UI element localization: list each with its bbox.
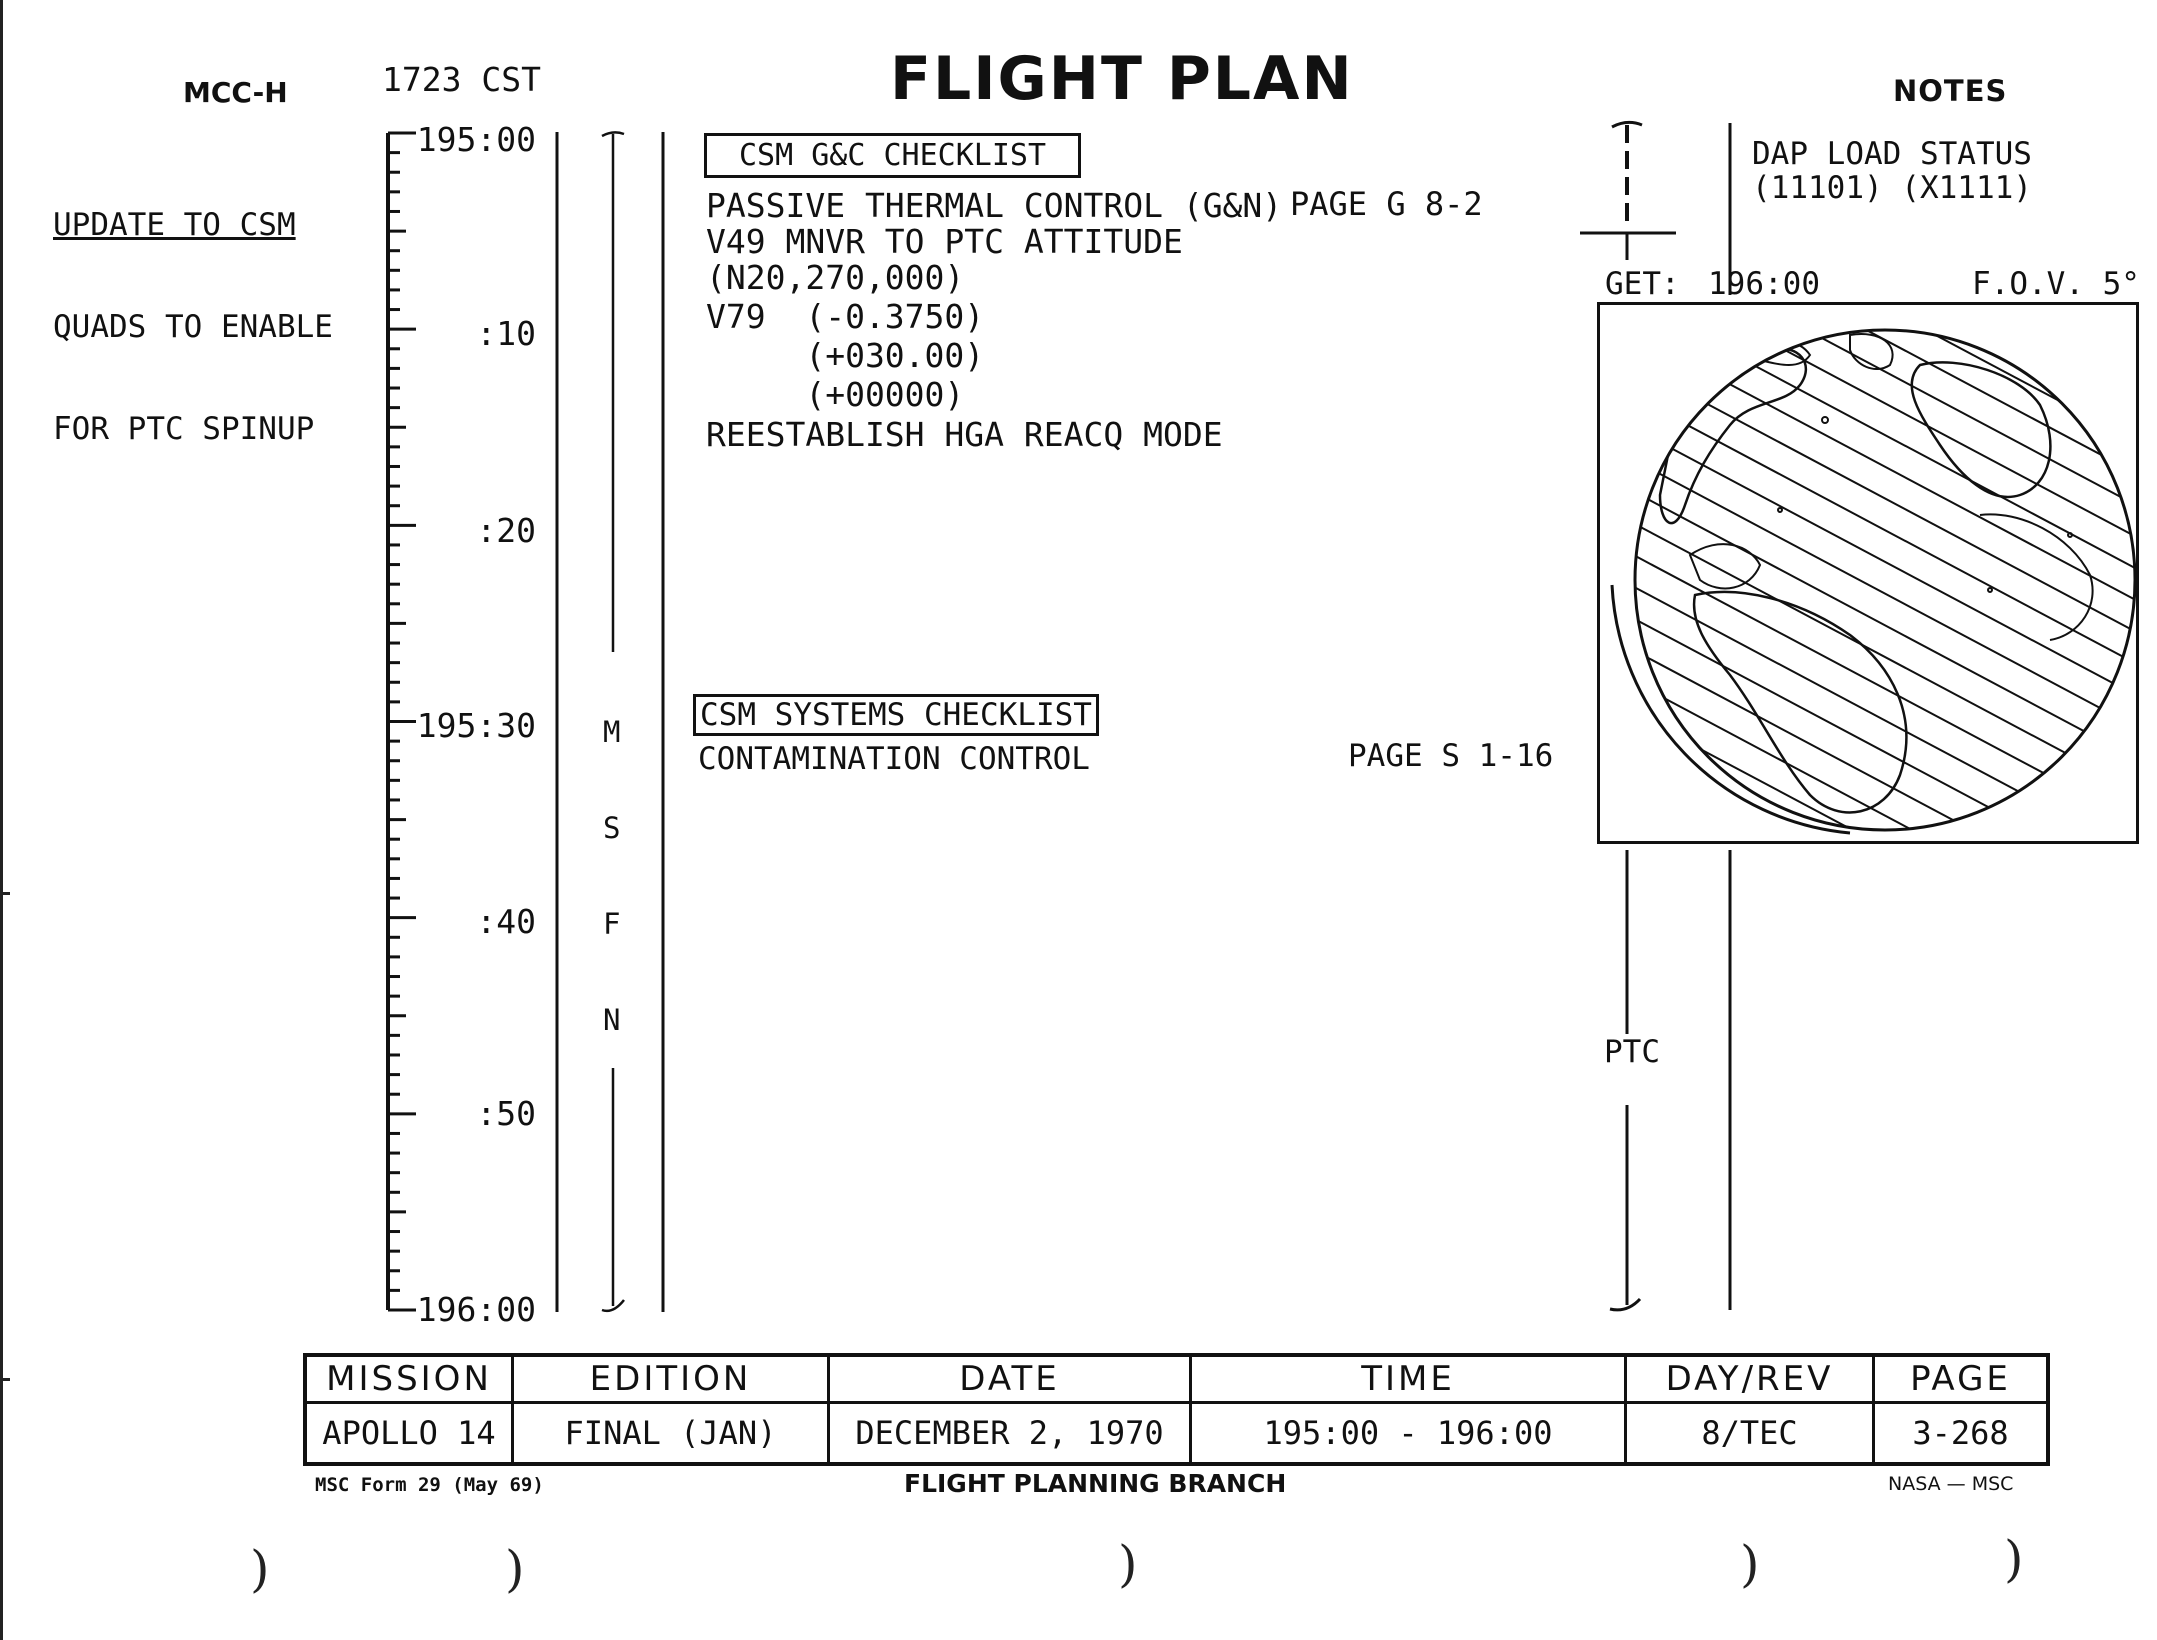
ptc-label: PTC [1604,1034,1660,1070]
msfn-letter-m: M [603,715,621,749]
dap-load-title: DAP LOAD STATUS [1752,136,2032,172]
msfn-letter-f: F [603,907,621,941]
left-note-line1: UPDATE TO CSM [53,207,296,243]
edge-tick-2 [0,1378,10,1381]
punch-mark-1: ) [250,1540,270,1598]
footer-header-page: PAGE [1874,1355,2049,1403]
footer-value-page: 3-268 [1874,1403,2049,1465]
agency-label: NASA — MSC [1888,1473,2014,1495]
time-label-10: :10 [476,314,536,353]
punch-mark-3: ) [1118,1535,1138,1593]
get-label: GET: [1605,266,1680,302]
footer-value-dayrev: 8/TEC [1626,1403,1874,1465]
gnc-checklist-body [706,186,1283,454]
left-note [53,140,333,480]
time-label-40: :40 [476,902,536,941]
footer-value-date: DECEMBER 2, 1970 [829,1403,1191,1465]
systems-checklist-item: CONTAMINATION CONTROL [698,741,1090,777]
station-label: MCC-H [183,76,288,109]
page-edge-line [0,0,3,1640]
time-label-196-00: 196:00 [416,1290,536,1329]
punch-mark-2: ) [505,1540,525,1598]
footer-header-time: TIME [1191,1355,1626,1403]
time-label-20: :20 [476,511,536,550]
footer-header-dayrev: DAY/REV [1626,1355,1874,1403]
edge-tick-1 [0,892,10,895]
gnc-line-6: (+00000) [706,375,965,414]
earth-view-frame [1597,302,2139,844]
footer-header-date: DATE [829,1355,1191,1403]
footer-header-edition: EDITION [513,1355,829,1403]
form-label: MSC Form 29 (May 69) [315,1474,544,1496]
time-label-195-00: 195:00 [416,120,536,159]
time-label-195-30: 195:30 [416,706,536,745]
punch-mark-4: ) [1740,1535,1760,1593]
gnc-line-5: (+030.00) [706,336,985,375]
gnc-line-3: (N20,270,000) [706,258,965,297]
msfn-label [603,652,638,1068]
footer-header-row [305,1355,2048,1403]
gnc-line-4: V79 (-0.3750) [706,297,985,336]
time-label-50: :50 [476,1094,536,1133]
notes-label: NOTES [1893,74,2008,108]
get-value: 196:00 [1708,266,1820,302]
gnc-checklist-page-ref: PAGE G 8-2 [1290,185,1483,223]
footer-value-time: 195:00 - 196:00 [1191,1403,1626,1465]
gnc-line-7: REESTABLISH HGA REACQ MODE [706,415,1223,454]
footer-header-mission: MISSION [305,1355,513,1403]
page-title: FLIGHT PLAN [890,44,1354,114]
earth-globe [1600,305,2136,841]
fov-label: F.O.V. 5° [1972,266,2140,302]
systems-checklist-page-ref: PAGE S 1-16 [1348,738,1554,774]
cst-time: 1723 CST [382,60,541,99]
gnc-line-2: V49 MNVR TO PTC ATTITUDE [706,222,1183,261]
gnc-checklist-title: CSM G&C CHECKLIST [704,133,1081,178]
footer-value-mission: APOLLO 14 [305,1403,513,1465]
gnc-line-1: PASSIVE THERMAL CONTROL (G&N) [706,186,1283,225]
footer-value-row [305,1403,2048,1465]
branch-label: FLIGHT PLANNING BRANCH [904,1469,1287,1498]
footer-value-edition: FINAL (JAN) [513,1403,829,1465]
dap-load-values: (11101) (X1111) [1752,170,2032,206]
footer-table [303,1353,2050,1466]
systems-checklist-title: CSM SYSTEMS CHECKLIST [693,694,1099,736]
msfn-letter-s: S [603,811,621,845]
left-note-line3: FOR PTC SPINUP [53,411,315,447]
punch-mark-5: ) [2004,1530,2024,1588]
left-note-line2: QUADS TO ENABLE [53,309,333,345]
msfn-letter-n: N [603,1003,621,1037]
